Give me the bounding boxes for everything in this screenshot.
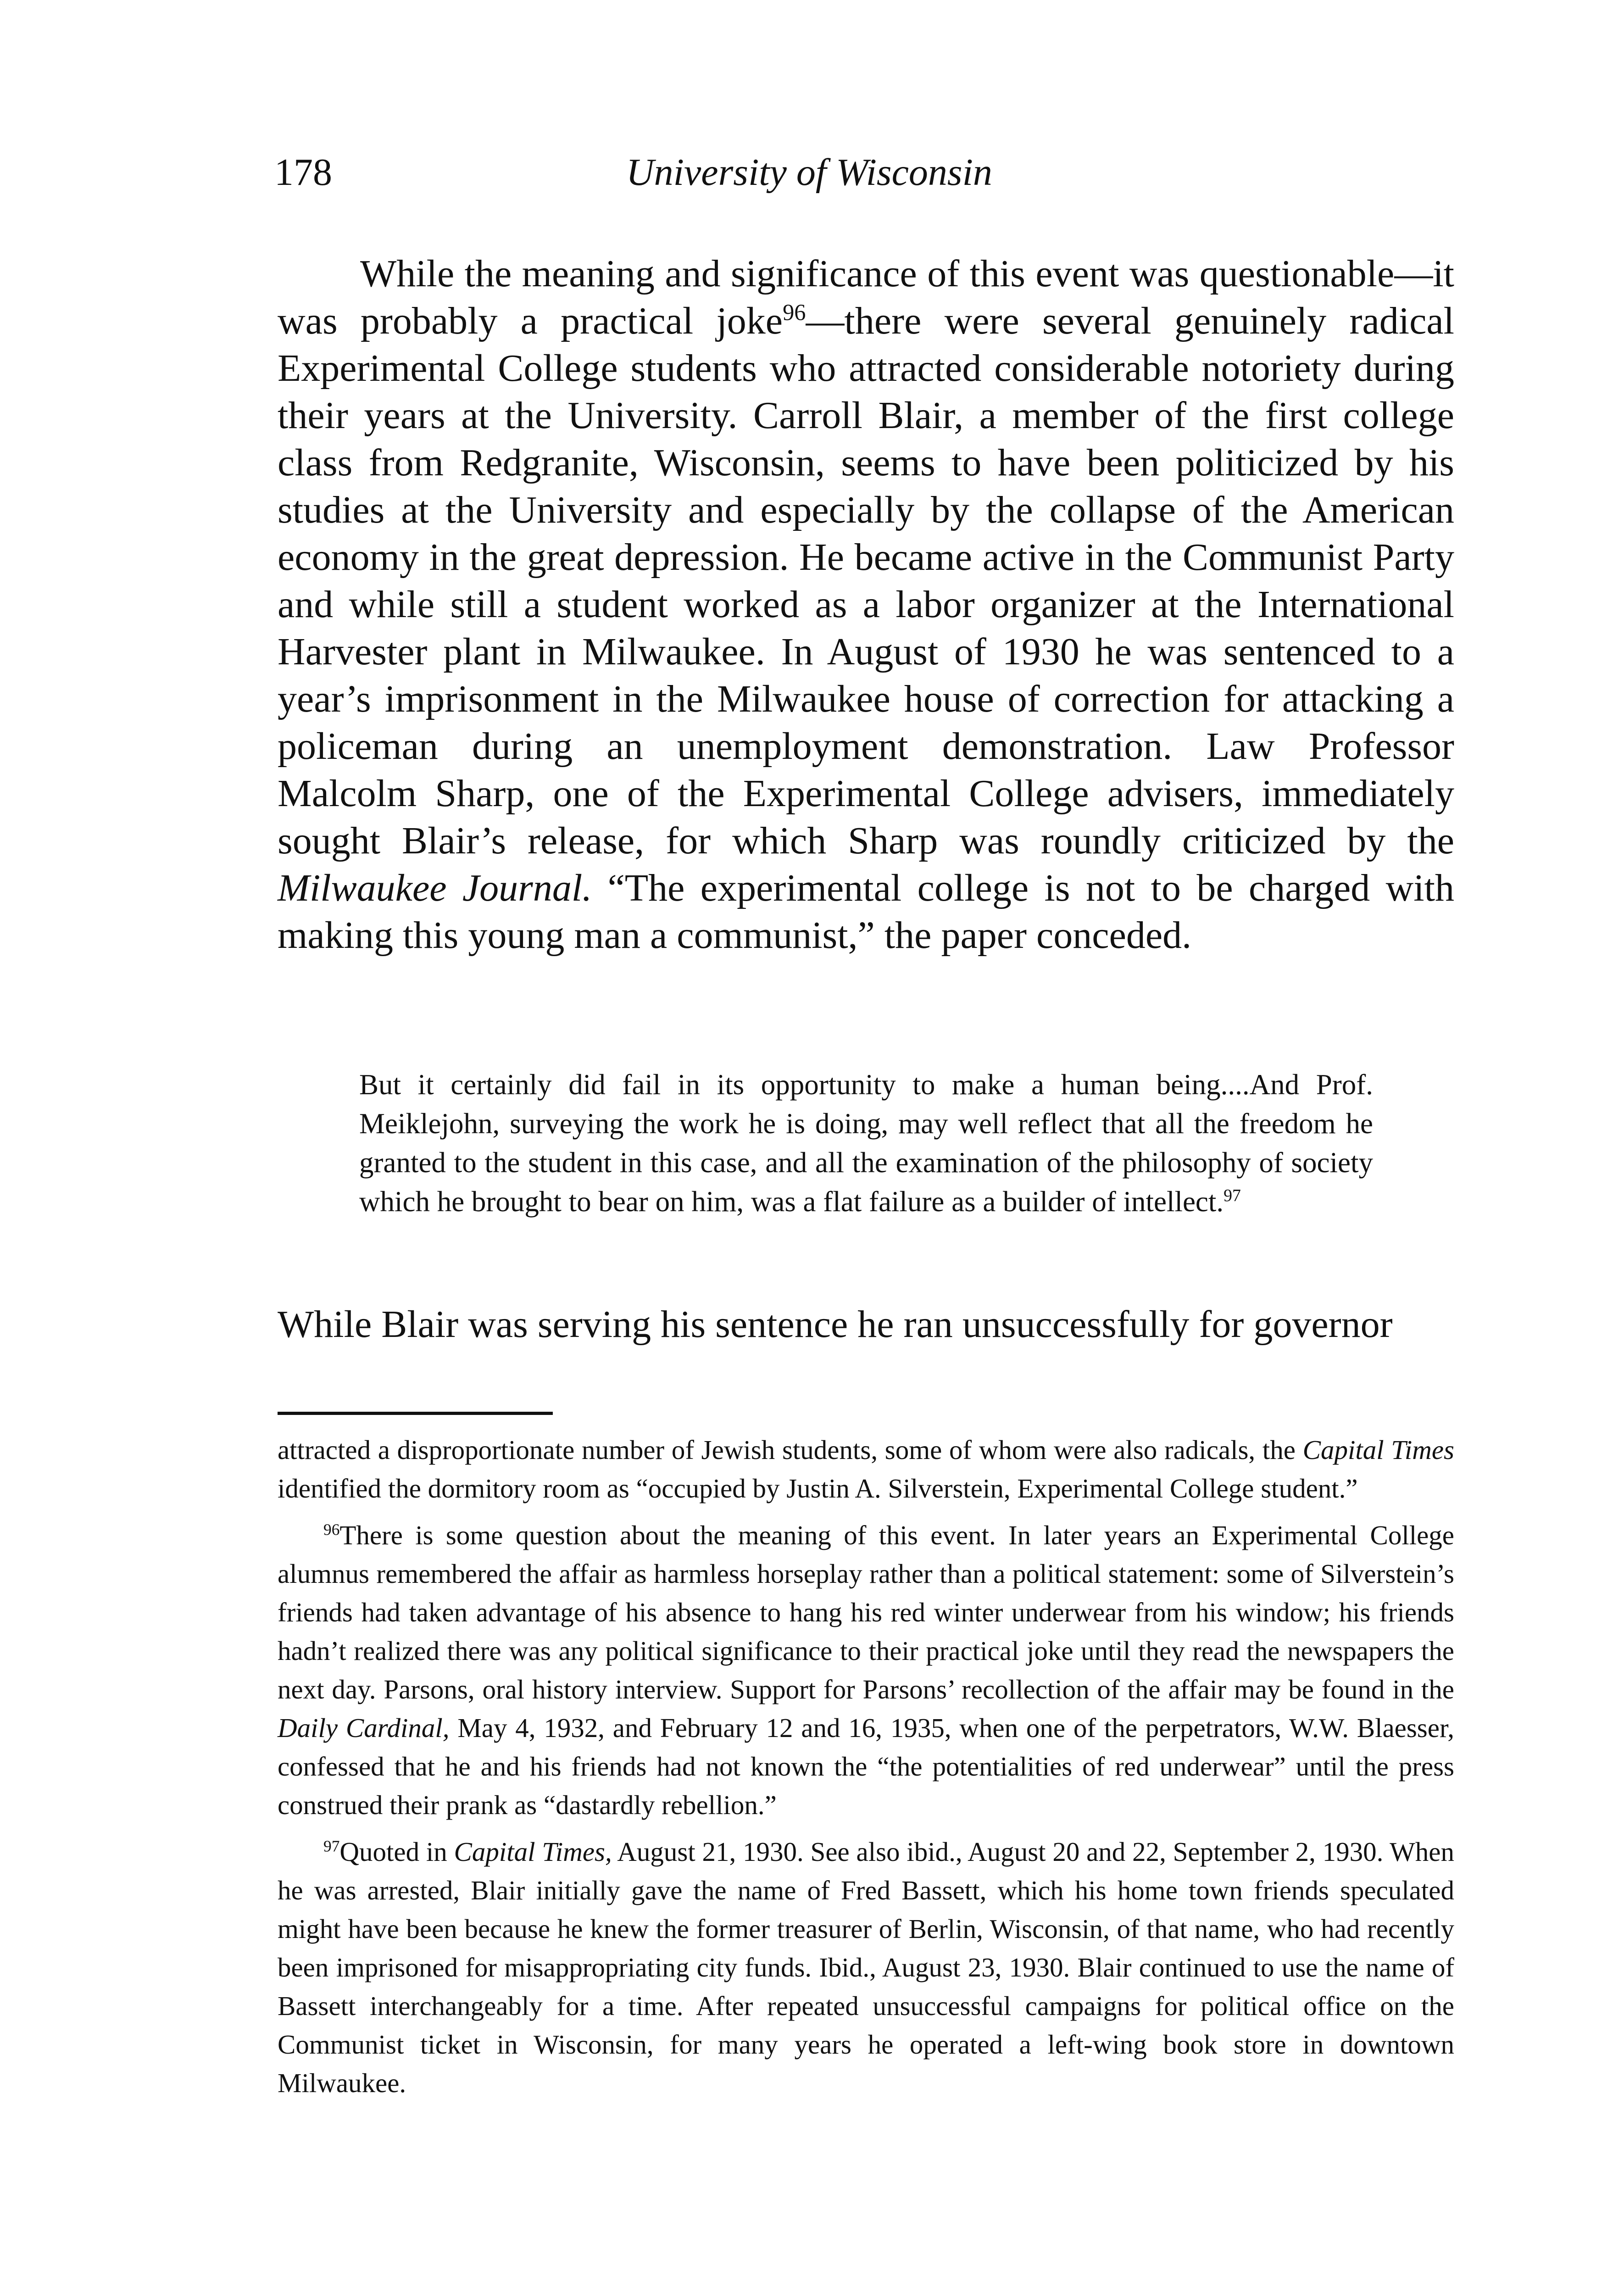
journal-title: Milwaukee Journal. — [278, 867, 592, 909]
footnote-97-text-a: Quoted in — [339, 1837, 454, 1867]
body-text-part-3: “The experimental college is not to be charged with making this young man a communist,” the paper conceded. — [278, 867, 1454, 957]
footnote-96-text-b: May 4, 1932, and February 12 and 16, 1935, when one of the perpetrators, W.W. Blaesser, confessed that he and his friends had not known the “the potentialities of red underwear” until the press construed their prank as “dastardly rebellion.” — [278, 1713, 1454, 1820]
block-quote — [359, 1065, 1373, 1221]
footnote-96 — [278, 1516, 1454, 1824]
footnote-96-number: 96 — [323, 1520, 340, 1539]
footnote-carryover — [278, 1431, 1454, 1508]
footnote-carryover-citation: Capital Times — [1302, 1435, 1455, 1465]
footnote-carryover-text-b: identified the dormitory room as “occupied by Justin A. Silverstein, Experimental College student.” — [278, 1473, 1358, 1503]
footnote-97-citation: Capital Times, — [454, 1837, 612, 1867]
page-number: 178 — [274, 151, 332, 194]
footnote-ref-97: 97 — [1224, 1186, 1241, 1205]
block-quote-text: But it certainly did fail in its opportunity to make a human being....And Prof. Meiklejohn, surveying the work he is doing, may well reflect that all the freedom he granted to the student in this case, and all the examination of the philosophy of society which he brought to bear on him, was a flat failure as a builder of intellect. — [359, 1069, 1373, 1218]
footnotes-section — [278, 1431, 1454, 2110]
body-text-part-2: —there were several genuinely radical Experimental College students who attracted considerable notoriety during their years at the University. Carroll Blair, a member of the first college class from Redgranite, Wisconsin, seems to have been politicized by his studies at the University and especially by the collapse of the American economy in the great depression. He became active in the Communist Party and while still a student worked as a labor organizer at the International Harvester plant in Milwaukee. In August of 1930 he was sentenced to a year’s imprisonment in the Milwaukee house of correction for attacking a policeman during an unemployment demonstration. Law Professor Malcolm Sharp, one of the Experimental College advisers, immediately sought Blair’s release, for which Sharp was roundly criticized by the — [278, 300, 1454, 862]
running-head-title: University of Wisconsin — [626, 151, 992, 194]
footnote-divider — [278, 1412, 553, 1415]
footnote-96-text-a: There is some question about the meaning of this event. In later years an Experimental College alumnus remembered the affair as harmless horseplay rather than a political statement: some of Silverstein’s friends had taken advantage of his absence to hang his red winter underwear from his window; his friends hadn’t realized there was any political significance to their practical joke until they read the newspapers the next day. Parsons, oral history interview. Support for Parsons’ recollection of the affair may be found in the — [278, 1520, 1454, 1704]
footnote-carryover-text-a: attracted a disproportionate number of Jewish students, some of whom were also radicals, the — [278, 1435, 1303, 1465]
footnote-97 — [278, 1832, 1454, 2102]
footnote-97-text-b: August 21, 1930. See also ibid., August 20 and 22, September 2, 1930. When he was arrested, Blair initially gave the name of Fred Bassett, which his home town friends speculated might have been because he knew the former treasurer of Berlin, Wisconsin, of that name, who had recently been imprisoned for misappropriating city funds. Ibid., August 23, 1930. Blair continued to use the name of Bassett interchangeably for a time. After repeated unsuccessful campaigns for political office on the Communist ticket in Wisconsin, for many years he operated a left-wing book store in downtown Milwaukee. — [278, 1837, 1454, 2098]
footnote-97-number: 97 — [323, 1837, 340, 1855]
footnote-ref-96: 96 — [783, 300, 806, 325]
body-continuation: While Blair was serving his sentence he ran unsuccessfully for governor — [278, 1303, 1393, 1346]
footnote-96-citation: Daily Cardinal, — [278, 1713, 450, 1743]
body-text-part-1: While the meaning and significance of this event was questionable—it was probably a practical joke — [278, 252, 1454, 342]
body-paragraph — [278, 250, 1454, 959]
